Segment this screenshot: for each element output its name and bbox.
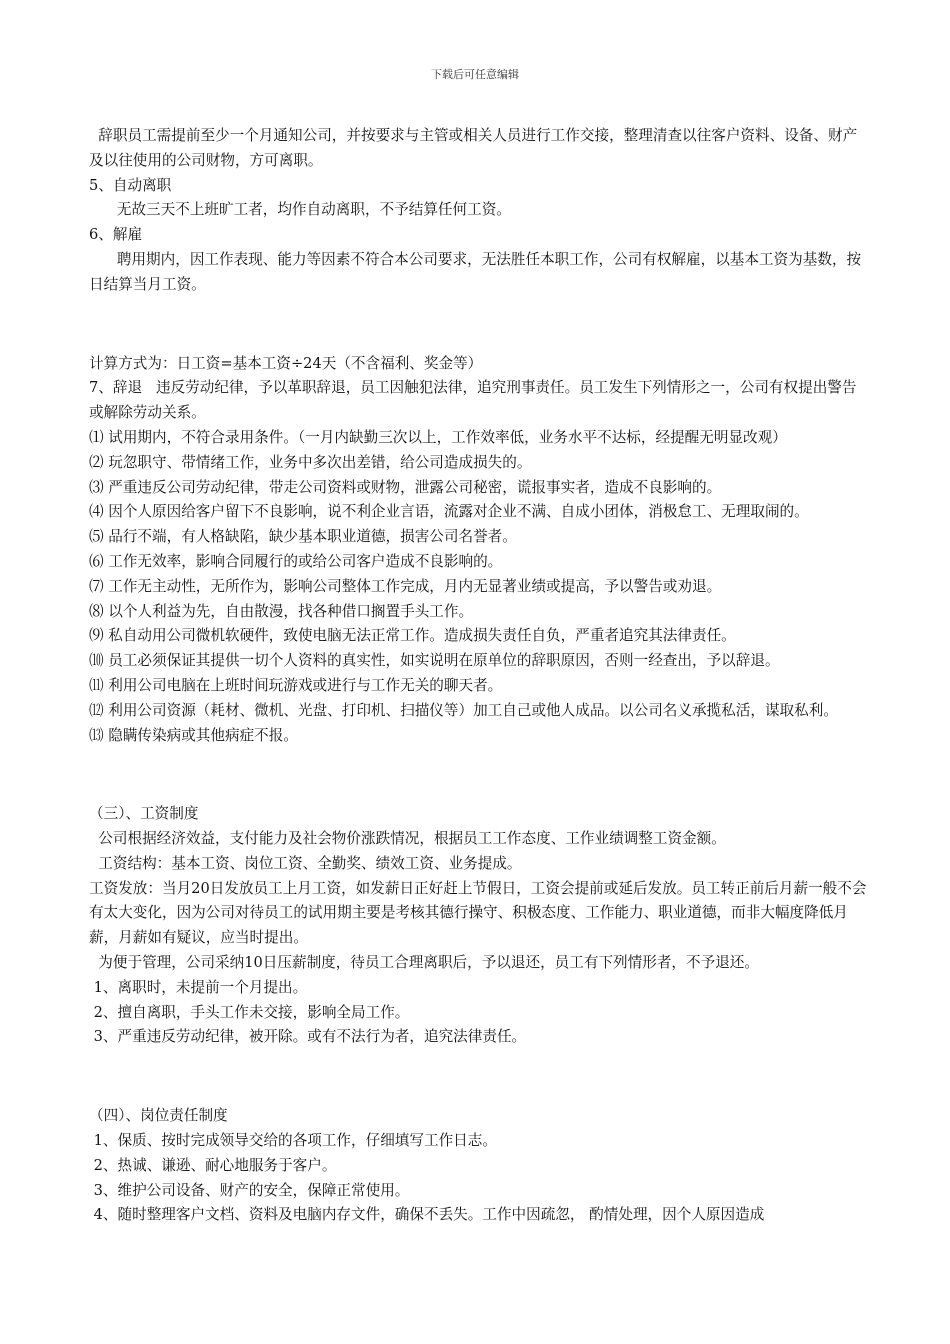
paragraph: ⒀ 隐瞒传染病或其他病症不报。 — [89, 726, 298, 744]
paragraph: ⑻ 以个人利益为先，自由散漫，找各种借口搁置手头工作。 — [89, 602, 474, 620]
paragraph: ⑾ 利用公司电脑在上班时间玩游戏或进行与工作无关的聊天者。 — [89, 676, 503, 694]
paragraph: 2、热诚、谦逊、耐心地服务于客户。 — [89, 1156, 337, 1174]
paragraph: ⑴ 试用期内，不符合录用条件。（一月内缺勤三次以上，工作效率低，业务水平不达标，经提醒无明显改观） — [89, 428, 787, 446]
paragraph: ⑺ 工作无主动性，无所作为，影响公司整体工作完成，月内无显著业绩或提高，予以警告或劝退。 — [89, 577, 722, 595]
paragraph: 聘用期内，因工作表现、能力等因素不符合本公司要求，无法胜任本职工作，公司有权解雇，以基本工资为基数，按日结算当月工资。 — [89, 250, 862, 293]
paragraph: 3、严重违反劳动纪律，被开除。或有不法行为者，追究法律责任。 — [89, 1028, 527, 1046]
paragraph: ⑼ 私自动用公司微机软硬件，致使电脑无法正常工作。造成损失责任自负，严重者追究其法律责任。 — [89, 627, 736, 645]
paragraph: 辞职员工需提前至少一个月通知公司，并按要求与主管或相关人员进行工作交接，整理清查以往客户资料、设备、财产及以往使用的公司财物，方可离职。 — [89, 127, 858, 169]
paragraph: 2、擅自离职，手头工作未交接，影响全局工作。 — [89, 1003, 410, 1021]
paragraph: ⑿ 利用公司资源（耗材、微机、光盘、打印机、扫描仪等）加工自己或他人成品。以公司名义承揽私活，谋取私利。 — [89, 701, 838, 719]
paragraph: 计算方式为：日工资=基本工资÷24天（不含福利、奖金等） — [89, 354, 483, 372]
paragraph: 4、随时整理客户文档、资料及电脑内存文件，确保不丢失。工作中因疏忽， 酌情处理，因个人原因造成 — [89, 1206, 765, 1224]
paragraph: 1、离职时，未提前一个月提出。 — [89, 978, 308, 996]
paragraph: 无故三天不上班旷工者，均作自动离职，不予结算任何工资。 — [89, 201, 511, 219]
paragraph: ⑶ 严重违反公司劳动纪律，带走公司资料或财物，泄露公司秘密，谎报事实者，造成不良影响的。 — [89, 478, 722, 496]
paragraph: 公司根据经济效益，支付能力及社会物价涨跌情况，根据员工工作态度、工作业绩调整工资金额。 — [89, 830, 726, 848]
paragraph: ⑽ 员工必须保证其提供一切个人资料的真实性，如实说明在原单位的辞职原因，否则一经查出，予以辞退。 — [89, 652, 780, 670]
blank-line — [89, 1065, 869, 1090]
paragraph: 3、维护公司设备、财产的安全，保障正常使用。 — [89, 1181, 410, 1199]
paragraph: 工资发放：当月20日发放员工上月工资，如发薪日正好赶上节假日，工资会提前或延后发放。员工转正前后月薪一般不会有太大变化，因为公司对待员工的试用期主要是考核其德行操守、积极态度、工作能力、职业道德，而非大幅度降低月薪，月薪如有疑议，应当时提出。 — [89, 879, 867, 947]
paragraph: 为便于管理，公司采纳10日压薪制度，待员工合理离职后，予以退还，员工有下列情形者，不予退还。 — [89, 954, 759, 972]
paragraph: ⑵ 玩忽职守、带情绪工作，业务中多次出差错，给公司造成损失的。 — [89, 453, 532, 471]
paragraph: ⑹ 工作无效率，影响合同履行的或给公司客户造成不良影响的。 — [89, 552, 503, 570]
paragraph: （三）、工资制度 — [89, 805, 199, 823]
paragraph: （四）、岗位责任制度 — [89, 1107, 228, 1125]
document-body — [89, 124, 869, 1228]
paragraph: 1、保质、按时完成领导交给的各项工作，仔细填写工作日志。 — [89, 1132, 497, 1150]
blank-line — [89, 312, 869, 337]
paragraph: 工资结构：基本工资、岗位工资、全勤奖、绩效工资、业务提成。 — [89, 854, 522, 872]
paragraph: ⑸ 品行不端，有人格缺陷，缺少基本职业道德，损害公司名誉者。 — [89, 528, 517, 546]
paragraph: ⑷ 因个人原因给客户留下不良影响，说不利企业言语，流露对企业不满、自成小团体，消极怠工、无理取闹的。 — [89, 503, 809, 521]
page-header: 下载后可任意编辑 — [431, 68, 519, 81]
blank-line — [89, 763, 869, 788]
paragraph: 5、自动离职 — [89, 176, 172, 194]
paragraph: 7、辞退 违反劳动纪律，予以革职辞退，员工因触犯法律，追究刑事责任。员工发生下列情形之一，公司有权提出警告或解除劳动关系。 — [89, 379, 857, 422]
paragraph: 6、解雇 — [89, 226, 143, 244]
